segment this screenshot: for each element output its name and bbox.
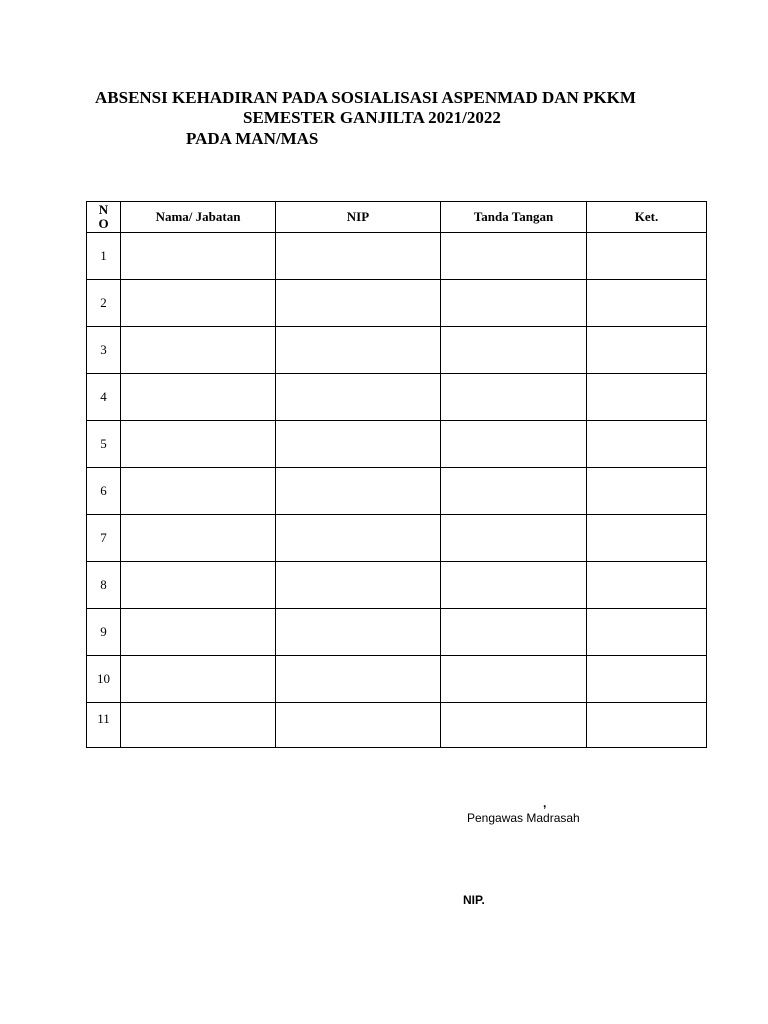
row-nip-cell xyxy=(276,515,441,562)
row-ket-cell xyxy=(587,468,707,515)
row-nama-jabatan-cell xyxy=(121,421,276,468)
row-ket-cell xyxy=(587,421,707,468)
table-row xyxy=(87,468,707,515)
row-nip-cell xyxy=(276,327,441,374)
table-row xyxy=(87,233,707,280)
row-nip-cell xyxy=(276,562,441,609)
row-no-cell: 9 xyxy=(87,609,121,656)
row-nama-jabatan-cell xyxy=(121,233,276,280)
row-ket-cell xyxy=(587,656,707,703)
row-no-cell: 1 xyxy=(87,233,121,280)
row-no-cell: 3 xyxy=(87,327,121,374)
signature-comma: , xyxy=(543,796,547,810)
row-ket-cell xyxy=(587,562,707,609)
row-no-cell: 10 xyxy=(87,656,121,703)
document-title-line-2: SEMESTER GANJILTA 2021/2022 xyxy=(243,108,501,127)
attendance-table xyxy=(86,201,707,748)
row-tanda-tangan-cell xyxy=(441,515,587,562)
row-nama-jabatan-cell xyxy=(121,609,276,656)
row-nip-cell xyxy=(276,703,441,748)
row-tanda-tangan-cell xyxy=(441,280,587,327)
header-no-top: N xyxy=(98,202,109,217)
row-ket-cell xyxy=(587,609,707,656)
row-nama-jabatan-cell xyxy=(121,515,276,562)
header-no xyxy=(87,202,121,233)
table-body xyxy=(87,233,707,748)
table-row xyxy=(87,280,707,327)
row-nip-cell xyxy=(276,656,441,703)
row-nip-cell xyxy=(276,468,441,515)
header-tanda-tangan: Tanda Tangan xyxy=(441,202,587,233)
table-row xyxy=(87,703,707,748)
row-tanda-tangan-cell xyxy=(441,421,587,468)
row-nama-jabatan-cell xyxy=(121,327,276,374)
row-nama-jabatan-cell xyxy=(121,562,276,609)
row-nama-jabatan-cell xyxy=(121,468,276,515)
table-row xyxy=(87,656,707,703)
header-ket: Ket. xyxy=(587,202,707,233)
row-tanda-tangan-cell xyxy=(441,374,587,421)
row-nip-cell xyxy=(276,421,441,468)
row-nama-jabatan-cell xyxy=(121,703,276,748)
row-no-cell: 11 xyxy=(87,703,121,748)
row-ket-cell xyxy=(587,233,707,280)
table-row xyxy=(87,327,707,374)
row-tanda-tangan-cell xyxy=(441,468,587,515)
row-tanda-tangan-cell xyxy=(441,609,587,656)
header-nip: NIP xyxy=(276,202,441,233)
document-title-line-1: ABSENSI KEHADIRAN PADA SOSIALISASI ASPENMAD DAN PKKM xyxy=(95,88,636,107)
row-ket-cell xyxy=(587,515,707,562)
header-no-bottom: O xyxy=(98,216,109,231)
row-tanda-tangan-cell xyxy=(441,703,587,748)
row-tanda-tangan-cell xyxy=(441,562,587,609)
row-no-cell: 4 xyxy=(87,374,121,421)
signature-title: Pengawas Madrasah xyxy=(467,811,580,825)
row-nip-cell xyxy=(276,280,441,327)
row-nama-jabatan-cell xyxy=(121,656,276,703)
signature-nip-label: NIP. xyxy=(463,893,485,907)
row-nip-cell xyxy=(276,374,441,421)
table-row xyxy=(87,421,707,468)
row-no-cell: 5 xyxy=(87,421,121,468)
row-nip-cell xyxy=(276,233,441,280)
row-nama-jabatan-cell xyxy=(121,374,276,421)
row-ket-cell xyxy=(587,374,707,421)
row-ket-cell xyxy=(587,703,707,748)
row-nama-jabatan-cell xyxy=(121,280,276,327)
row-no-cell: 2 xyxy=(87,280,121,327)
document-title-line-3: PADA MAN/MAS xyxy=(186,129,319,148)
table-header-row xyxy=(87,202,707,233)
row-tanda-tangan-cell xyxy=(441,327,587,374)
row-no-cell: 6 xyxy=(87,468,121,515)
row-ket-cell xyxy=(587,327,707,374)
table-row xyxy=(87,562,707,609)
row-nip-cell xyxy=(276,609,441,656)
row-no-cell: 7 xyxy=(87,515,121,562)
row-ket-cell xyxy=(587,280,707,327)
row-tanda-tangan-cell xyxy=(441,656,587,703)
table-row xyxy=(87,374,707,421)
table-row xyxy=(87,515,707,562)
row-tanda-tangan-cell xyxy=(441,233,587,280)
header-nama-jabatan: Nama/ Jabatan xyxy=(121,202,276,233)
table-row xyxy=(87,609,707,656)
row-no-cell: 8 xyxy=(87,562,121,609)
